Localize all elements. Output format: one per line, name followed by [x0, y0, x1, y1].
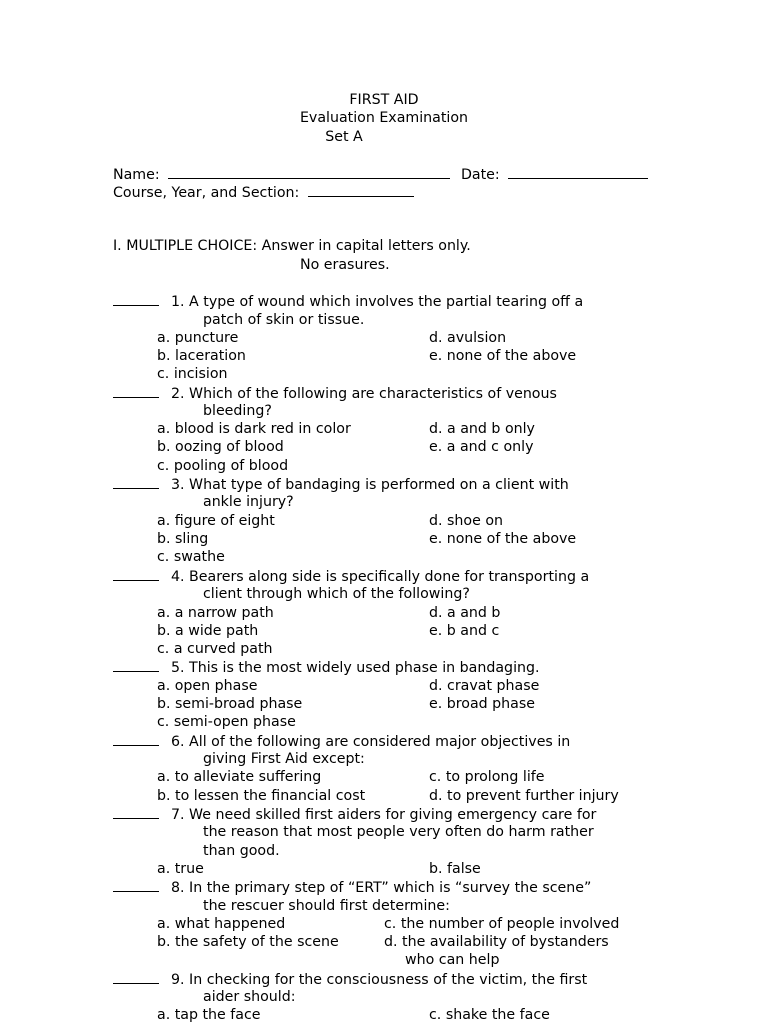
q8-option-d: d. the availability of bystanders — [384, 934, 609, 950]
q3-option-c: c. swathe — [157, 549, 225, 565]
question-4-text: 4. Bearers along side is specifically done for transporting a — [171, 569, 590, 585]
date-label: Date: — [461, 167, 500, 183]
answer-blank-7 — [113, 805, 159, 819]
date-field — [461, 164, 648, 184]
answer-blank-4 — [113, 567, 159, 581]
question-4-text-cont: client through which of the following? — [203, 586, 470, 602]
course-blank — [308, 182, 414, 197]
answer-blank-3 — [113, 475, 159, 489]
answer-blank-1 — [113, 292, 159, 306]
answer-blank-9 — [113, 970, 159, 984]
q4-option-d: d. a and b — [429, 605, 501, 621]
question-7 — [113, 805, 596, 824]
q4-option-e: e. b and c — [429, 623, 500, 639]
question-7-text-cont: the reason that most people very often do harm rather — [203, 824, 594, 840]
section-title: I. MULTIPLE CHOICE: Answer in capital letters only. — [113, 238, 471, 254]
question-6-text: 6. All of the following are considered major objectives in — [171, 734, 571, 750]
exam-subtitle: Evaluation Examination — [299, 110, 469, 126]
question-6-text-cont: giving First Aid except: — [203, 751, 365, 767]
question-3 — [113, 475, 569, 494]
q2-option-c: c. pooling of blood — [157, 458, 289, 474]
q2-option-e: e. a and c only — [429, 439, 534, 455]
answer-blank-2 — [113, 384, 159, 398]
question-7-text-cont2: than good. — [203, 843, 280, 859]
question-3-text: 3. What type of bandaging is performed on a client with — [171, 477, 569, 493]
exam-title: FIRST AID — [349, 92, 419, 108]
q3-option-d: d. shoe on — [429, 513, 503, 529]
question-1 — [113, 292, 583, 311]
q3-option-e: e. none of the above — [429, 531, 577, 547]
question-9-text: 9. In checking for the consciousness of the victim, the first — [171, 972, 588, 988]
question-2-text: 2. Which of the following are characteristics of venous — [171, 386, 557, 402]
q5-option-d: d. cravat phase — [429, 678, 540, 694]
question-3-text-cont: ankle injury? — [203, 494, 294, 510]
q1-option-b: b. laceration — [157, 348, 246, 364]
q4-option-b: b. a wide path — [157, 623, 259, 639]
question-1-text-cont: patch of skin or tissue. — [203, 312, 365, 328]
q1-option-d: d. avulsion — [429, 330, 507, 346]
q6-option-c: c. to prolong life — [429, 769, 545, 785]
q6-option-d: d. to prevent further injury — [429, 788, 619, 804]
question-2 — [113, 384, 557, 403]
q2-option-a: a. blood is dark red in color — [157, 421, 351, 437]
q5-option-a: a. open phase — [157, 678, 258, 694]
course-label: Course, Year, and Section: — [113, 185, 300, 201]
answer-blank-8 — [113, 878, 159, 892]
q5-option-b: b. semi-broad phase — [157, 696, 303, 712]
q7-option-b: b. false — [429, 861, 481, 877]
question-9 — [113, 970, 587, 989]
q6-option-a: a. to alleviate suffering — [157, 769, 322, 785]
q9-option-a: a. tap the face — [157, 1007, 261, 1023]
question-8 — [113, 878, 591, 897]
q8-option-b: b. the safety of the scene — [157, 934, 339, 950]
q7-option-a: a. true — [157, 861, 204, 877]
question-8-text-cont: the rescuer should first determine: — [203, 898, 450, 914]
date-blank — [508, 164, 648, 179]
question-7-text: 7. We need skilled first aiders for giving emergency care for — [171, 807, 597, 823]
name-label: Name: — [113, 167, 160, 183]
q5-option-e: e. broad phase — [429, 696, 535, 712]
q2-option-b: b. oozing of blood — [157, 439, 284, 455]
question-5-text: 5. This is the most widely used phase in bandaging. — [171, 660, 540, 676]
q6-option-b: b. to lessen the financial cost — [157, 788, 366, 804]
name-blank — [168, 164, 450, 179]
q1-option-c: c. incision — [157, 366, 228, 382]
q4-option-a: a. a narrow path — [157, 605, 274, 621]
question-4 — [113, 567, 589, 586]
answer-blank-6 — [113, 732, 159, 746]
question-5 — [113, 658, 540, 677]
question-1-text: 1. A type of wound which involves the partial tearing off a — [171, 294, 584, 310]
section-subtitle: No erasures. — [300, 257, 390, 273]
question-9-text-cont: aider should: — [203, 989, 296, 1005]
question-8-text: 8. In the primary step of “ERT” which is “survey the scene” — [171, 880, 592, 896]
q3-option-b: b. sling — [157, 531, 209, 547]
q9-option-c: c. shake the face — [429, 1007, 550, 1023]
q3-option-a: a. figure of eight — [157, 513, 275, 529]
question-6 — [113, 732, 570, 751]
q8-option-d-cont: who can help — [405, 952, 500, 968]
q8-option-a: a. what happened — [157, 916, 286, 932]
q1-option-a: a. puncture — [157, 330, 239, 346]
question-2-text-cont: bleeding? — [203, 403, 272, 419]
q4-option-c: c. a curved path — [157, 641, 273, 657]
q1-option-e: e. none of the above — [429, 348, 577, 364]
course-field — [113, 182, 414, 202]
exam-set: Set A — [325, 129, 363, 145]
q8-option-c: c. the number of people involved — [384, 916, 620, 932]
q2-option-d: d. a and b only — [429, 421, 535, 437]
answer-blank-5 — [113, 658, 159, 672]
q5-option-c: c. semi-open phase — [157, 714, 296, 730]
